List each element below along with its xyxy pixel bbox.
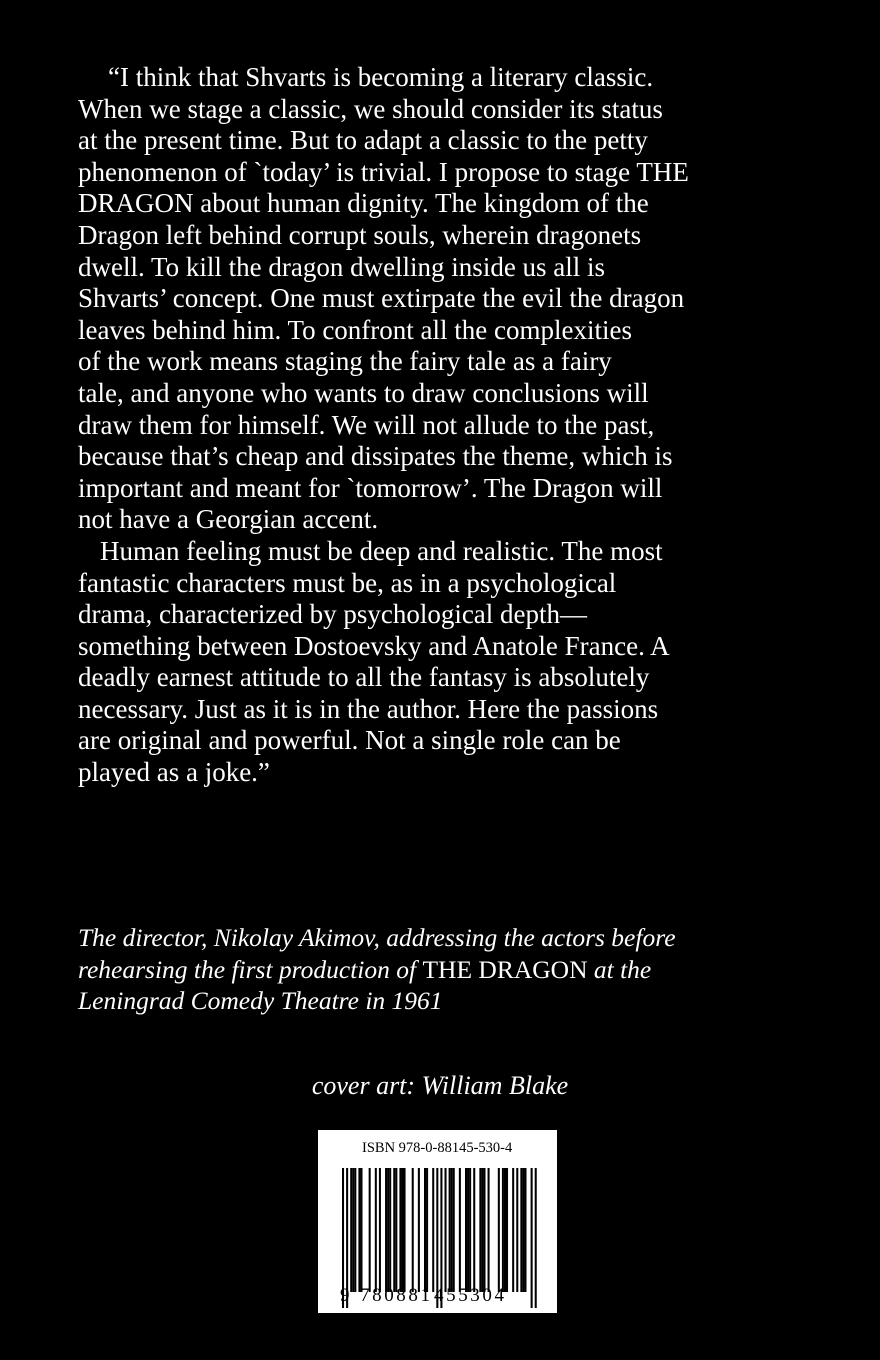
attribution-text: at the <box>587 954 652 984</box>
quote-line: Human feeling must be deep and realistic. The most <box>100 535 663 566</box>
barcode-first-digit: 9 <box>340 1285 350 1306</box>
barcode-bar <box>465 1168 467 1292</box>
back-cover-quote <box>78 62 689 789</box>
barcode-bar <box>385 1168 387 1292</box>
quote-line: at the present time. But to adapt a classic to the petty <box>78 125 648 156</box>
barcode-bar <box>524 1168 526 1292</box>
attribution-line: The director, Nikolay Akimov, addressing the actors before <box>78 923 676 952</box>
barcode-bar <box>531 1168 533 1308</box>
barcode-bar <box>412 1168 414 1292</box>
barcode-bar <box>352 1168 354 1292</box>
quote-line: dwell. To kill the dragon dwelling inside us all is <box>78 251 606 282</box>
quote-line: not have a Georgian accent. <box>78 504 379 535</box>
barcode-bar <box>387 1168 389 1292</box>
barcode-bar <box>369 1168 371 1292</box>
quote-line: tale, and anyone who wants to draw conclusions will <box>78 377 649 408</box>
quote-line: leaves behind him. To confront all the complexities <box>78 314 632 345</box>
barcode-bar <box>350 1168 352 1292</box>
quote-line: Shvarts’ concept. One must extirpate the evil the dragon <box>78 283 685 314</box>
barcode-bar <box>481 1168 483 1292</box>
barcode-bar <box>426 1168 428 1292</box>
barcode-bar <box>522 1168 524 1292</box>
quote-line: of the work means staging the fairy tale as a fairy <box>78 346 612 377</box>
barcode-bar <box>506 1168 508 1292</box>
barcode-bar <box>354 1168 356 1292</box>
quote-line: Dragon left behind corrupt souls, wherein dragonets <box>78 219 642 250</box>
quote-line: important and meant for `tomorrow’. The Dragon will <box>78 472 663 503</box>
barcode-bar <box>375 1168 377 1292</box>
play-title: THE DRAGON <box>422 954 588 984</box>
barcode-right-digits: 455304 <box>434 1285 507 1306</box>
barcode-bar <box>467 1168 469 1292</box>
barcode-bar <box>488 1168 490 1292</box>
barcode-bar <box>445 1168 447 1292</box>
quote-line: drama, characterized by psychological depth— <box>78 599 588 630</box>
barcode-bar <box>504 1168 506 1292</box>
barcode-bar <box>451 1168 453 1292</box>
barcode-bar <box>418 1168 420 1292</box>
barcode-bar <box>516 1168 518 1292</box>
isbn-barcode <box>318 1130 557 1313</box>
quote-line: deadly earnest attitude to all the fantasy is absolutely <box>78 662 650 693</box>
quote-line: phenomenon of `today’ is trivial. I propose to stage THE <box>78 156 689 187</box>
quote-line: something between Dostoevsky and Anatole France. A <box>78 630 670 661</box>
isbn-label: ISBN 978-0-88145-530-4 <box>362 1140 513 1156</box>
barcode-bar <box>453 1168 455 1292</box>
barcode-bar <box>389 1168 391 1292</box>
attribution-text: rehearsing the first production of <box>78 954 423 984</box>
barcode-bar <box>469 1168 471 1292</box>
barcode-bar <box>393 1168 395 1292</box>
barcode-bar <box>473 1168 475 1292</box>
quote-line: played as a joke.” <box>78 757 270 788</box>
barcode-bar <box>459 1168 461 1292</box>
barcode-bar <box>424 1168 426 1292</box>
barcode-bar <box>449 1168 451 1292</box>
barcode-left-digits: 780881 <box>360 1285 433 1306</box>
quote-line: because that’s cheap and dissipates the theme, which is <box>78 441 673 472</box>
barcode-bar <box>358 1168 360 1292</box>
barcode-bar <box>401 1168 403 1292</box>
cover-art-credit: cover art: William Blake <box>311 1071 569 1100</box>
barcode-bar <box>360 1168 362 1292</box>
barcode-bar <box>395 1168 397 1292</box>
quote-attribution <box>78 922 676 1017</box>
quote-line: are original and powerful. Not a single role can be <box>78 725 621 756</box>
barcode-bar <box>512 1168 514 1292</box>
barcode-bar <box>404 1168 406 1292</box>
barcode-bar <box>432 1168 434 1292</box>
barcode-bar <box>479 1168 481 1292</box>
barcode-bar <box>379 1168 381 1292</box>
quote-line: DRAGON about human dignity. The kingdom of the <box>78 188 649 219</box>
quote-line: draw them for himself. We will not allude to the past, <box>78 409 655 440</box>
barcode-bar <box>520 1168 522 1292</box>
barcode-bar <box>502 1168 504 1292</box>
barcode-bar <box>498 1168 500 1292</box>
attribution-line <box>78 954 676 986</box>
quote-line: necessary. Just as it is in the author. Here the passions <box>78 693 659 724</box>
attribution-line: Leningrad Comedy Theatre in 1961 <box>78 986 443 1015</box>
quote-line: When we stage a classic, we should consider its status <box>78 93 663 124</box>
barcode-bar <box>483 1168 485 1292</box>
quote-line: fantastic characters must be, as in a psychological <box>78 567 617 598</box>
quote-line: “I think that Shvarts is becoming a literary classic. <box>108 62 654 92</box>
barcode-bar <box>399 1168 401 1292</box>
barcode-bar <box>535 1168 537 1308</box>
